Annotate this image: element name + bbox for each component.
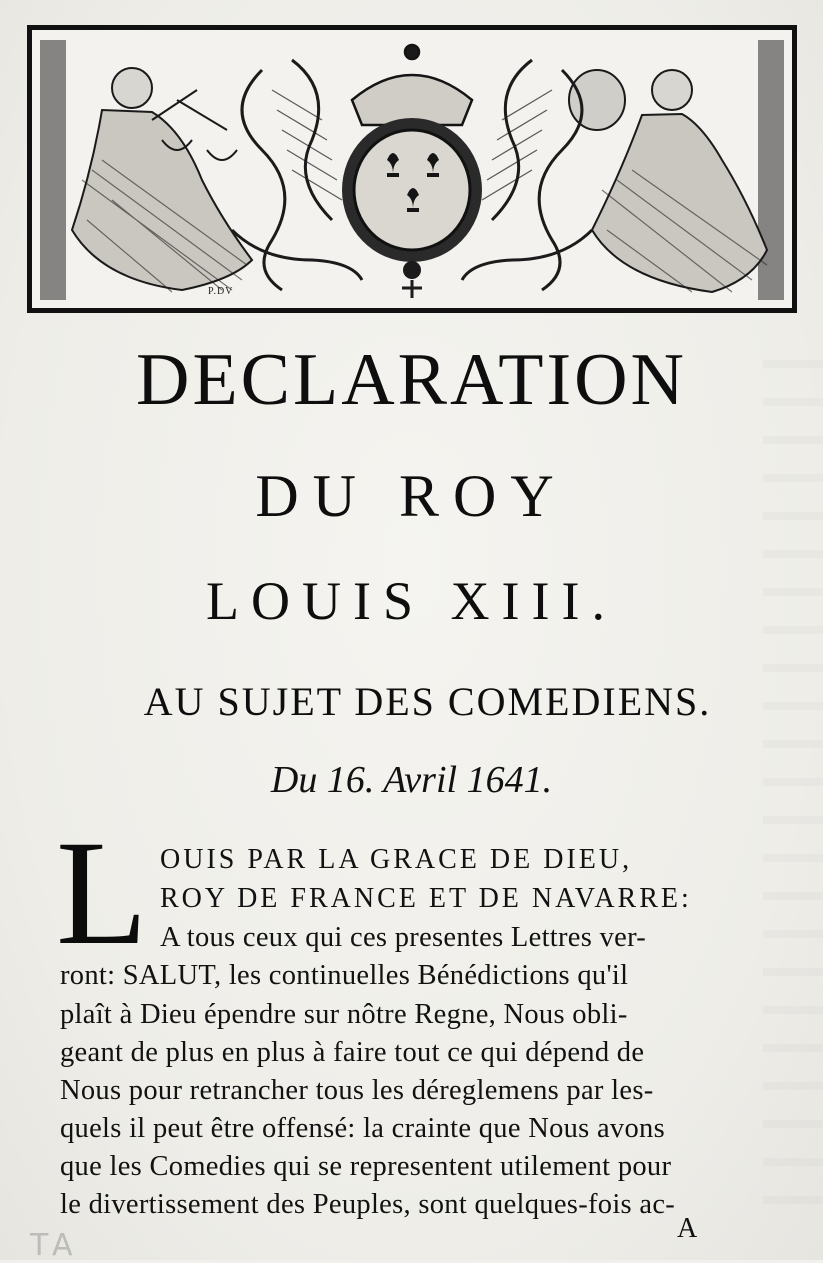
body-line-9: que les Comedies qui se representent utilement pour <box>60 1151 672 1182</box>
body-line-1: OUIS PAR LA GRACE DE DIEU, <box>160 844 633 875</box>
body-line-7: Nous pour retrancher tous les déreglemens par les- <box>60 1075 654 1106</box>
title-declaration: DECLARATION <box>136 339 687 421</box>
engraved-header-banner <box>27 25 797 313</box>
body-line-3: A tous ceux qui ces presentes Lettres ver- <box>160 922 647 953</box>
signature-mark: A <box>677 1213 698 1244</box>
body-line-6: geant de plus en plus à faire tout ce qui dépend de <box>60 1037 645 1068</box>
drop-cap: L <box>56 810 148 976</box>
body-line-8: quels il peut être offensé: la crainte que Nous avons <box>60 1113 665 1144</box>
archive-stamp: TA <box>30 1228 79 1263</box>
body-line-5: plaît à Dieu épendre sur nôtre Regne, Nous obli- <box>60 999 628 1030</box>
title-du-roy: DU ROY <box>255 463 568 529</box>
title-subject: AU SUJET DES COMEDIENS. <box>143 679 712 724</box>
engraver-initials: P.DV <box>208 286 234 297</box>
body-line-2: ROY DE FRANCE ET DE NAVARRE: <box>160 883 692 914</box>
document-date: Du 16. Avril 1641. <box>270 759 553 801</box>
bleed-through-shadow <box>763 330 823 1230</box>
body-line-10: le divertissement des Peuples, sont quelques-fois ac- <box>60 1189 676 1220</box>
royal-arms-icon <box>32 30 792 308</box>
body-line-4: ront: SALUT, les continuelles Bénédictions qu'il <box>60 960 629 991</box>
title-louis: LOUIS XIII. <box>206 571 617 631</box>
